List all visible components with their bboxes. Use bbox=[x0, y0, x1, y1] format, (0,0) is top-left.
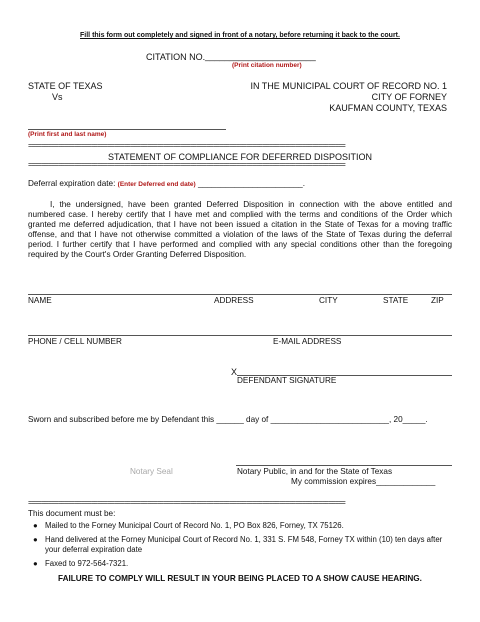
court-city: CITY OF FORNEY bbox=[371, 92, 447, 102]
sworn-statement: Sworn and subscribed before me by Defendant this ______ day of __________________________, 20_____. bbox=[28, 415, 428, 424]
document-title: STATEMENT OF COMPLIANCE FOR DEFERRED DISPOSITION bbox=[107, 152, 373, 162]
must-be-intro: This document must be: bbox=[28, 509, 116, 518]
address-label: ADDRESS bbox=[214, 296, 254, 305]
notary-public-label: Notary Public, in and for the State of Texas bbox=[237, 467, 393, 476]
court-name: IN THE MUNICIPAL COURT OF RECORD NO. 1 bbox=[250, 81, 447, 91]
zip-label: ZIP bbox=[431, 296, 444, 305]
versus-label: Vs bbox=[52, 92, 63, 102]
notary-seal-area: Notary Seal bbox=[130, 467, 173, 476]
list-item bbox=[28, 535, 455, 555]
commission-expires: My commission expires_____________ bbox=[291, 477, 436, 486]
notary-signature-field[interactable] bbox=[236, 465, 452, 466]
hand-delivery-instruction: Hand delivered at the Forney Municipal Court of Record No. 1, 331 S. FM 548, Forney TX within (10) ten days after your deferral expiration date bbox=[45, 535, 443, 554]
signature-x-mark: X bbox=[231, 367, 238, 377]
list-item bbox=[28, 559, 458, 569]
bullet-icon: ● bbox=[33, 559, 38, 568]
court-county: KAUFMAN COUNTY, TEXAS bbox=[329, 103, 447, 113]
list-item bbox=[28, 521, 458, 531]
expiration-date-field[interactable]: _______________________. bbox=[197, 179, 305, 188]
email-label: E-MAIL ADDRESS bbox=[273, 337, 342, 346]
state-of-texas: STATE OF TEXAS bbox=[28, 81, 103, 91]
name-hint: (Print first and last name) bbox=[28, 131, 107, 138]
expiration-row bbox=[28, 179, 305, 188]
citation-label: CITATION NO. bbox=[146, 52, 206, 62]
name-label: NAME bbox=[28, 296, 52, 305]
city-label: CITY bbox=[319, 296, 338, 305]
return-methods-list bbox=[28, 519, 458, 569]
separator-top: ================================================================================================ bbox=[28, 143, 345, 151]
compliance-statement: I, the undersigned, have been granted Deferred Disposition in connection with the above entitled and numbered case. I hereby certify that I have met and complied with the terms and conditions of the Order which granted me deferred adjudication, that I have not been issued a citation in the State of Texas for a moving traffic offense, and that I have not otherwise committed a violation of the laws of the State of Texas during the deferral period. I further certify that I have performed and complied with any special conditions other than the foregoing required by the Court's Order Granting Deferred Disposition. bbox=[28, 200, 452, 260]
defendant-name-field[interactable] bbox=[28, 129, 226, 130]
citation-hint: (Print citation number) bbox=[232, 62, 302, 69]
form-instruction: Fill this form out completely and signed in front of a notary, before returning it back to the court. bbox=[80, 32, 400, 39]
defendant-signature-label: DEFENDANT SIGNATURE bbox=[237, 376, 337, 385]
contact-row-field[interactable] bbox=[28, 335, 452, 336]
separator-under-title: ================================================================================================ bbox=[28, 162, 345, 170]
bullet-icon: ● bbox=[33, 521, 38, 530]
expiration-label: Deferral expiration date: bbox=[28, 179, 116, 188]
expiration-hint: (Enter Deferred end date) bbox=[117, 181, 196, 188]
phone-label: PHONE / CELL NUMBER bbox=[28, 337, 122, 346]
fax-instruction: Faxed to 972-564-7321. bbox=[45, 559, 129, 568]
mail-instruction: Mailed to the Forney Municipal Court of Record No. 1, PO Box 826, Forney, TX 75126. bbox=[45, 521, 344, 530]
address-row-field[interactable] bbox=[28, 294, 452, 295]
citation-number-field[interactable]: _______________________ bbox=[205, 51, 316, 61]
separator-bottom: ================================================================================================ bbox=[28, 500, 345, 508]
bullet-icon: ● bbox=[33, 535, 38, 544]
state-label: STATE bbox=[383, 296, 409, 305]
show-cause-warning: FAILURE TO COMPLY WILL RESULT IN YOUR BEING PLACED TO A SHOW CAUSE HEARING. bbox=[58, 574, 422, 583]
